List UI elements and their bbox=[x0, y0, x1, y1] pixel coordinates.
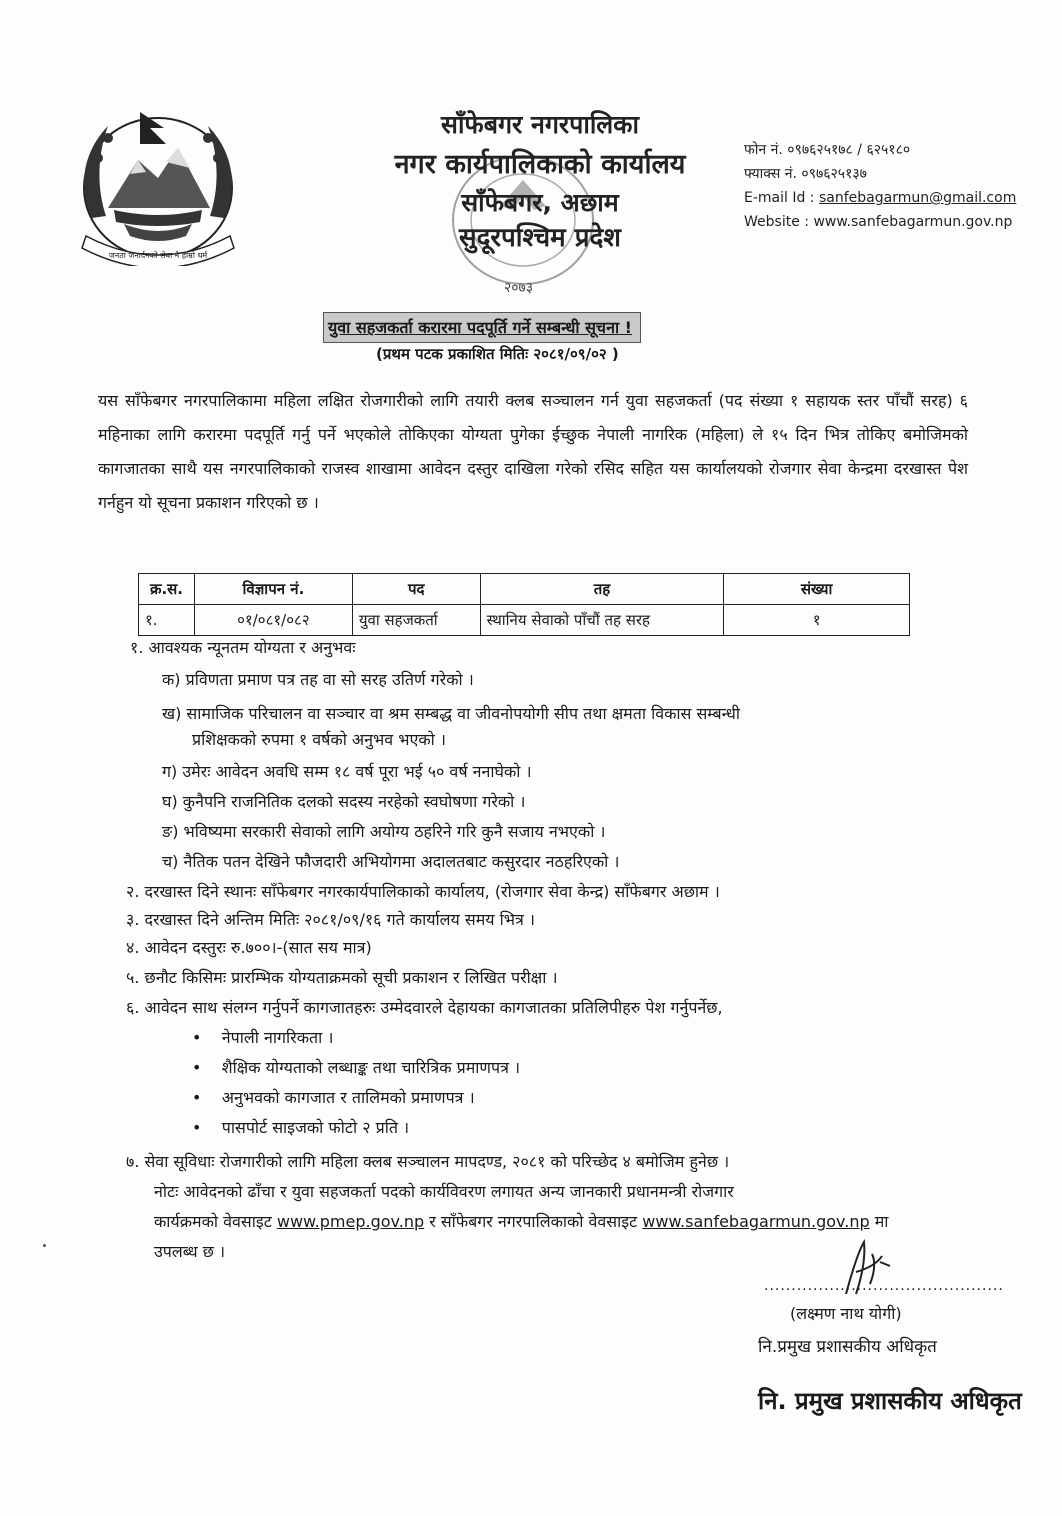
list-item: क) प्रविणता प्रमाण पत्र तह वा सो सरह उतिर्ण गरेको । bbox=[162, 670, 474, 689]
bullet-item: • शैक्षिक योग्यताको लब्धाङ्क तथा चारित्रिक प्रमाणपत्र । bbox=[192, 1058, 521, 1077]
phone-number: फोन नं. ०९७६२५१७८ / ६२५१८० bbox=[744, 142, 911, 158]
list-item: ग) उमेरः आवेदन अवधि सम्म १८ वर्ष पूरा भई ५० वर्ष ननाघेको । bbox=[162, 762, 532, 781]
list-item: प्रशिक्षकको रुपमा १ वर्षको अनुभव भएको । bbox=[192, 730, 446, 749]
list-item: २. दरखास्त दिने स्थानः साँफेबगर नगरकार्यपालिकाको कार्यालय, (रोजगार सेवा केन्द्र) साँफेबगर अछाम । bbox=[126, 882, 720, 901]
table-header: विज्ञापन नं. bbox=[194, 574, 352, 605]
fax-number: फ्याक्स नं. ०९७६२५१३७ bbox=[744, 166, 867, 182]
table-cell: स्थानिय सेवाको पाँचौं तह सरह bbox=[480, 605, 724, 636]
bullet-text: नेपाली नागरिकता । bbox=[221, 1028, 334, 1047]
list-item: १. आवश्यक न्यूनतम योग्यता र अनुभवः bbox=[130, 638, 356, 657]
list-item: च) नैतिक पतन देखिने फौजदारी अभियोगमा अदालतबाट कसुरदार नठहरिएको । bbox=[162, 852, 620, 871]
list-item: ६. आवेदन साथ संलग्न गर्नुपर्ने कागजातहरुः उम्मेदवारले देहायका कागजातका प्रतिलिपीहरु पेश गर्नुपर्नेछ, bbox=[126, 998, 723, 1017]
list-item: ख) सामाजिक परिचालन वा सञ्चार वा श्रम सम्बद्ध वा जीवनोपयोगी सीप तथा क्षमता विकास सम्बन्धी bbox=[162, 704, 741, 723]
notice-title: युवा सहजकर्ता करारमा पदपूर्ति गर्ने सम्बन्धी सूचना ! bbox=[323, 312, 641, 343]
table-cell: १ bbox=[724, 605, 910, 636]
province-name: सुदूरपश्चिम प्रदेश bbox=[459, 223, 621, 253]
designation-stamp: नि. प्रमुख प्रशासकीय अधिकृत bbox=[758, 1387, 1022, 1415]
table-cell: १. bbox=[139, 605, 195, 636]
note-text: कार्यक्रमको वेवसाइट bbox=[154, 1212, 277, 1231]
table-row bbox=[139, 605, 910, 636]
signatory-designation: नि.प्रमुख प्रशासकीय अधिकृत bbox=[758, 1337, 937, 1357]
table-cell: ०१/०८१/०८२ bbox=[194, 605, 352, 636]
list-item: घ) कुनैपनि राजनितिक दलको सदस्य नरहेको स्वघोषणा गरेको । bbox=[162, 792, 526, 811]
office-location: साँफेबगर, अछाम bbox=[461, 188, 619, 217]
list-item: ५. छनौट किसिमः प्रारम्भिक योग्यताक्रमको सूची प्रकाशन र लिखित परीक्षा । bbox=[126, 968, 558, 987]
note-line bbox=[154, 1210, 888, 1232]
signature-line: ............................................ bbox=[764, 1278, 1004, 1294]
table-cell: युवा सहजकर्ता bbox=[352, 605, 480, 636]
website-link[interactable]: www.sanfebagarmun.gov.np bbox=[813, 214, 1013, 230]
bullet-text: अनुभवको कागजात र तालिमको प्रमाणपत्र । bbox=[221, 1088, 475, 1107]
website-label: Website : bbox=[744, 214, 814, 230]
table-header: पद bbox=[352, 574, 480, 605]
scan-speck bbox=[43, 1244, 46, 1247]
list-item: ङ) भविष्यमा सरकारी सेवाको लागि अयोग्य ठहरिने गरि कुनै सजाय नभएको । bbox=[162, 822, 606, 841]
email-line bbox=[744, 186, 1016, 210]
table-header: क्र.स. bbox=[139, 574, 195, 605]
bullet-item: • पासपोर्ट साइजको फोटो २ प्रति । bbox=[192, 1118, 410, 1137]
bullet-text: पासपोर्ट साइजको फोटो २ प्रति । bbox=[221, 1118, 410, 1137]
bullet-text: शैक्षिक योग्यताको लब्धाङ्क तथा चारित्रिक प्रमाणपत्र । bbox=[221, 1058, 521, 1077]
emblem-motto: जनता जनार्दनको सेवा नै हाम्रो धर्म bbox=[108, 251, 208, 260]
bullet-item: • अनुभवको कागजात र तालिमको प्रमाणपत्र । bbox=[192, 1088, 475, 1107]
table-header: संख्या bbox=[724, 574, 910, 605]
signatory-name: (लक्ष्मण नाथ योगी) bbox=[790, 1304, 902, 1323]
email-link[interactable]: sanfebagarmun@gmail.com bbox=[818, 190, 1017, 206]
list-item: ७. सेवा सूविधाः रोजगारीको लागि महिला क्लब सञ्चालन मापदण्ड, २०८१ को परिच्छेद ४ बमोजिम हुनेछ । bbox=[126, 1152, 730, 1171]
note-line: नोटः आवेदनको ढाँचा र युवा सहजकर्ता पदको कार्यविवरण लगायत अन्य जानकारी प्रधानमन्त्री रोजगार bbox=[154, 1182, 734, 1201]
website-line bbox=[744, 210, 1016, 234]
seal-year: २०७३ bbox=[504, 280, 534, 296]
nepal-government-emblem-icon bbox=[68, 98, 248, 266]
vacancy-table bbox=[138, 573, 910, 636]
list-item: ४. आवेदन दस्तुरः रु.७००।-(सात सय मात्र) bbox=[126, 938, 372, 957]
publication-date: (प्रथम पटक प्रकाशित मितिः २०८१/०९/०२ ) bbox=[376, 345, 619, 363]
contact-block bbox=[744, 138, 1016, 234]
office-name: नगर कार्यपालिकाको कार्यालय bbox=[394, 149, 686, 180]
municipality-name: साँफेबगर नगरपालिका bbox=[441, 110, 639, 139]
table-header: तह bbox=[480, 574, 724, 605]
note-text: र साँफेबगर नगरपालिकाको वेवसाइट bbox=[424, 1212, 643, 1231]
pmep-website-link[interactable]: www.pmep.gov.np bbox=[276, 1212, 425, 1231]
email-label: E-mail Id : bbox=[744, 190, 819, 206]
notice-body: यस साँफेबगर नगरपालिकामा महिला लक्षित रोजगारीको लागि तयारी क्लब सञ्चालन गर्न युवा सहजकर्ता (पद संख्या १ सहायक स्तर पाँचौं सरह) ६ महिनाका लागि करारमा पदपूर्ति गर्नु पर्ने भएकोले तोकिएका योग्यता पुगेका ईच्छुक नेपाली नागरिक (महिला) ले १५ दिन भित्र तोकिए बमोजिमको कागजातका साथै यस नगरपालिकाको राजस्व शाखामा आवेदन दस्तुर दाखिला गरेको रसिद सहित यस कार्यालयको रोजगार सेवा केन्द्रमा दरखास्त पेश गर्नहुन यो सूचना प्रकाशन गरिएको छ । bbox=[98, 391, 968, 512]
table-header-row bbox=[139, 574, 910, 605]
note-line: उपलब्ध छ । bbox=[154, 1242, 226, 1261]
list-item: ३. दरखास्त दिने अन्तिम मितिः २०८१/०९/१६ गते कार्यालय समय भित्र । bbox=[126, 910, 535, 929]
bullet-item: • नेपाली नागरिकता । bbox=[192, 1028, 334, 1047]
office-name-block bbox=[360, 112, 720, 251]
municipality-website-link[interactable]: www.sanfebagarmun.gov.np bbox=[642, 1212, 870, 1231]
note-text: मा bbox=[869, 1212, 889, 1231]
